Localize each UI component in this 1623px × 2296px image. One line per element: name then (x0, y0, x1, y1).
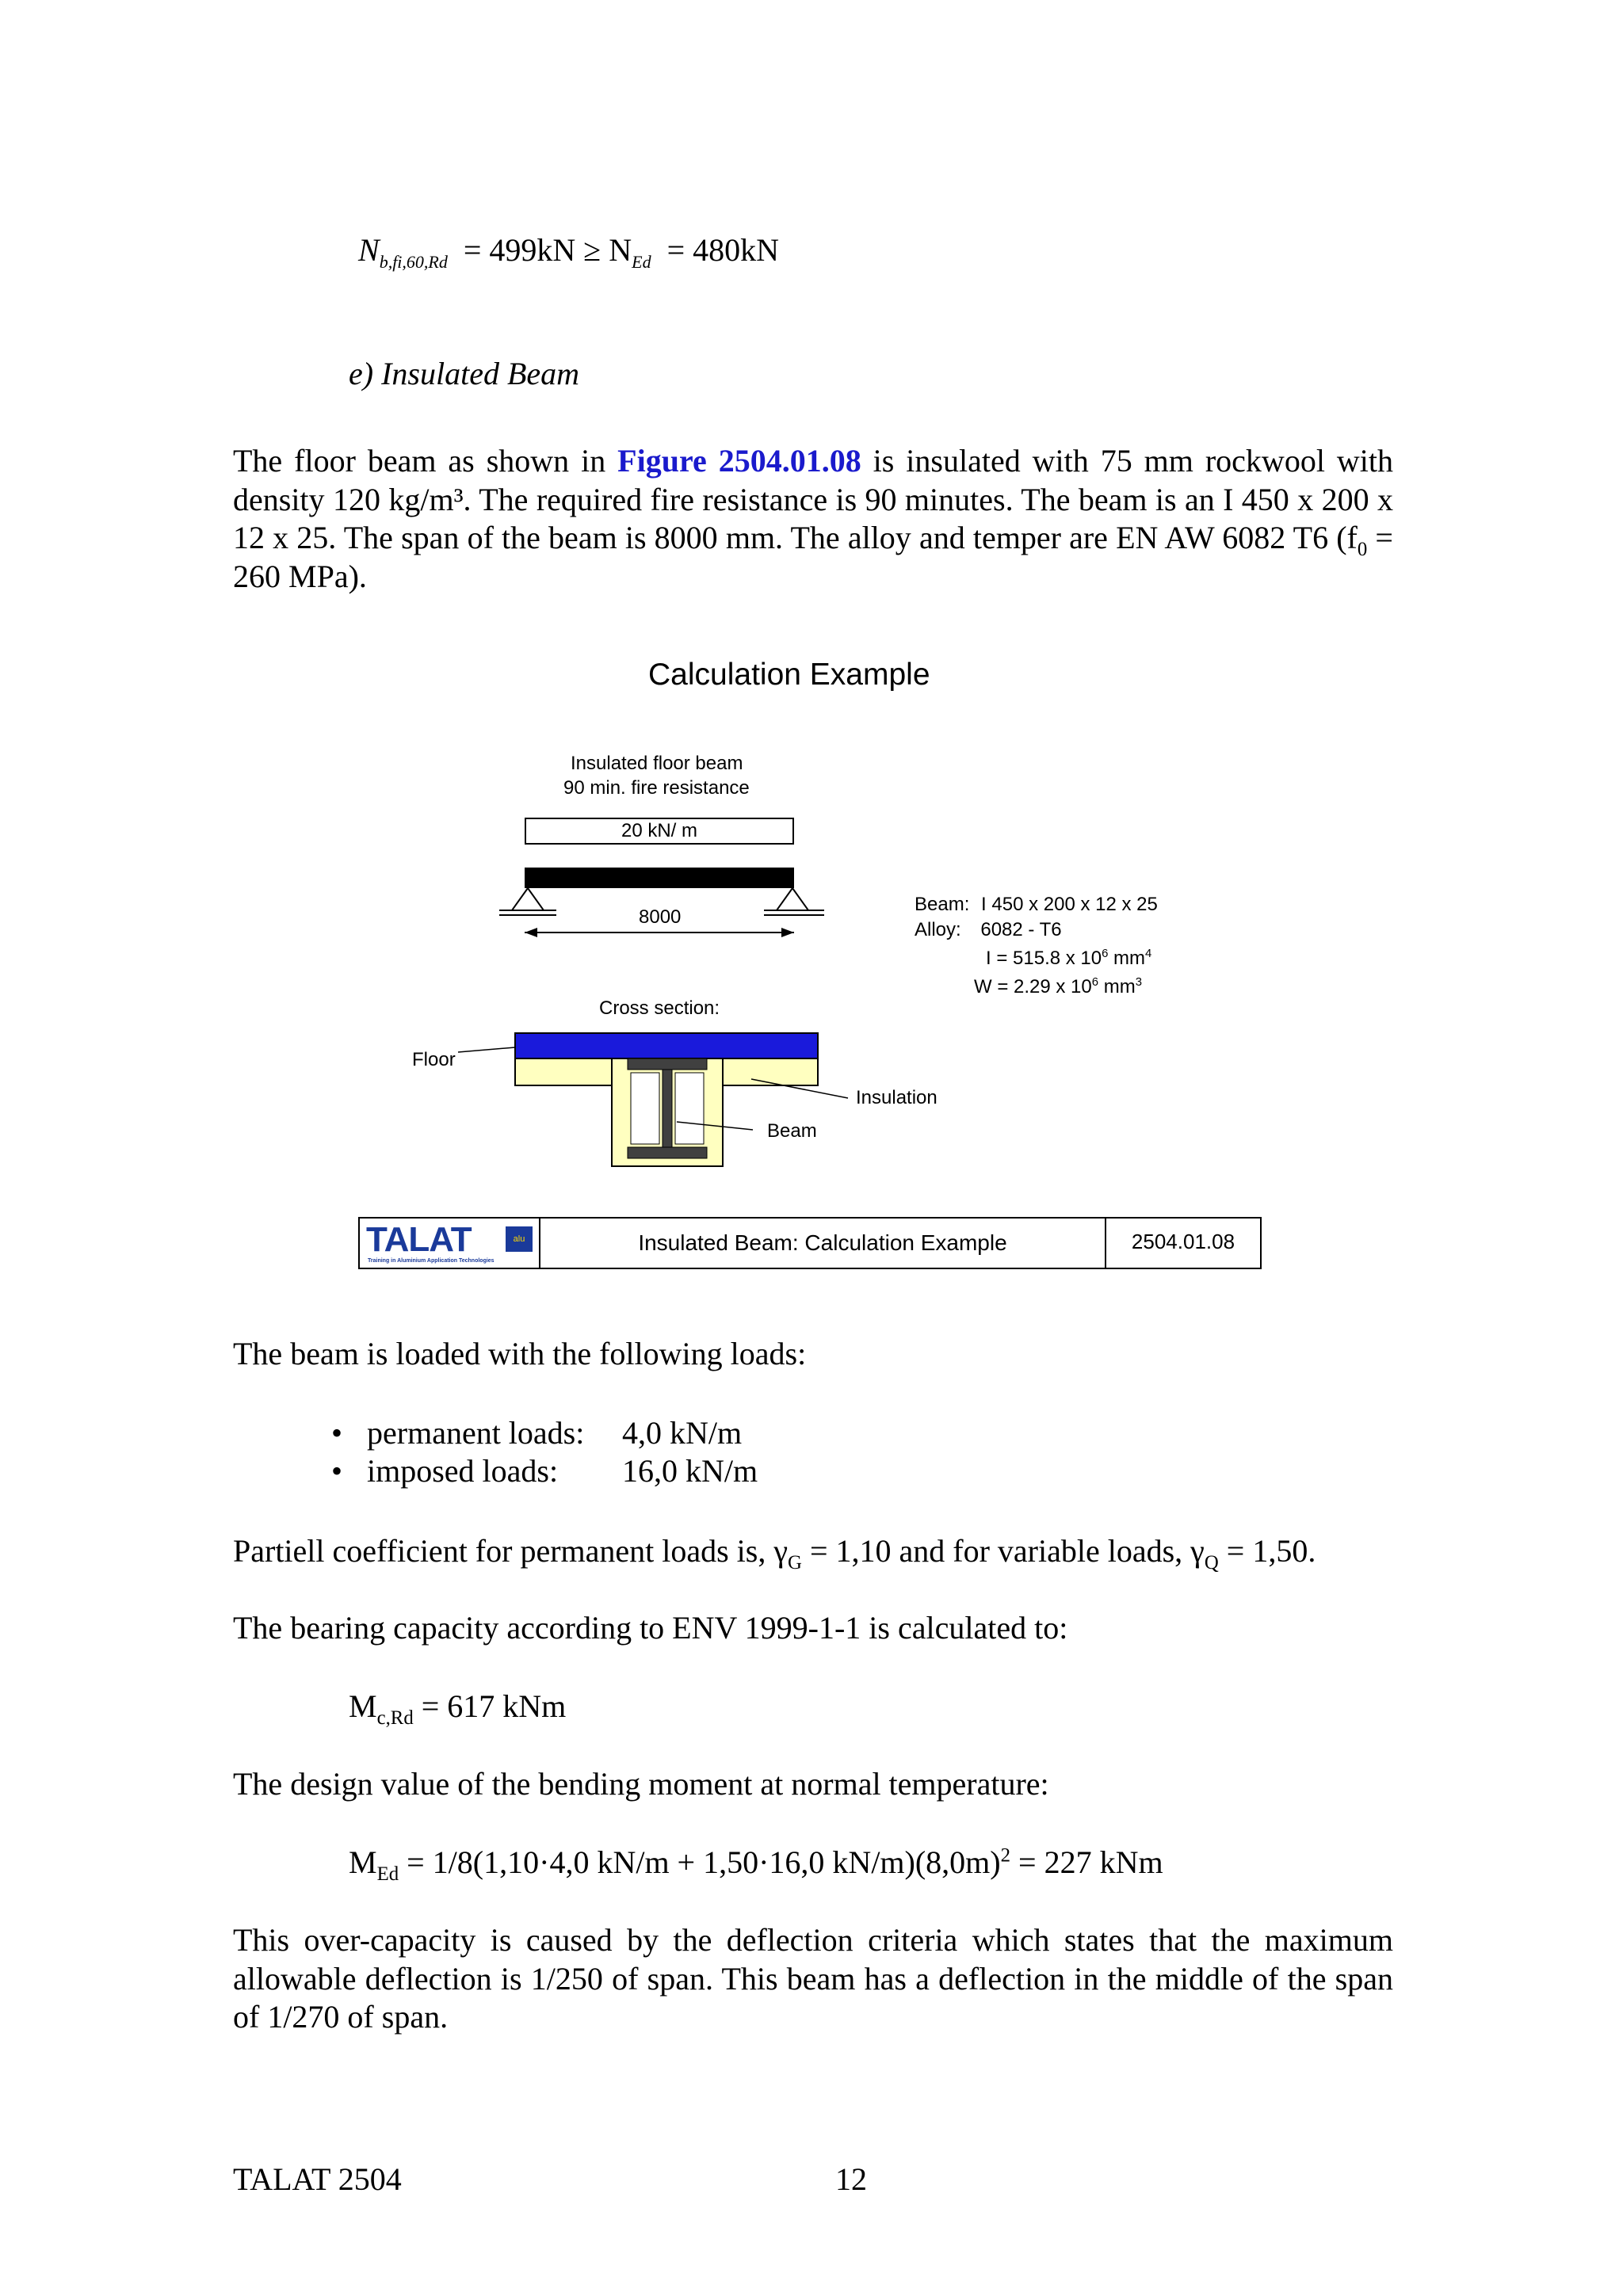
beam-property-value: I 450 x 200 x 12 x 25 (981, 894, 1158, 915)
design-text: The design value of the bending moment at normal temperature: (233, 1766, 1049, 1802)
gamma-q-sub: Q (1204, 1552, 1219, 1573)
load-value: 16,0 kN/m (622, 1453, 758, 1489)
span-label: 8000 (639, 906, 682, 928)
floor-slab (515, 1033, 818, 1058)
beam-property (915, 894, 1158, 916)
mcrd-sub: c,Rd (376, 1707, 414, 1729)
cross-section-label: Cross section: (599, 997, 720, 1019)
figure-caption-2: 90 min. fire resistance (563, 777, 750, 799)
med-sup: 2 (1000, 1844, 1011, 1867)
partial-post: = 1,50. (1218, 1533, 1316, 1569)
modulus-unit: mm (1098, 976, 1136, 997)
intro-paragraph (233, 442, 1393, 596)
med-equation (349, 1844, 1163, 1885)
med-expression: = 1/8(1,10·4,0 kN/m + 1,50·16,0 kN/m)(8,0m) (399, 1844, 1001, 1880)
partial-pre: Partiell coefficient for permanent loads is, γ (233, 1533, 789, 1569)
alloy-property-value: 6082 - T6 (980, 919, 1062, 940)
load-box (525, 818, 794, 845)
partial-mid: = 1,10 and for variable loads, γ (801, 1533, 1205, 1569)
talat-logo-subtitle: Training in Aluminium Application Technologies (368, 1258, 495, 1264)
beam-label: Beam (767, 1120, 817, 1142)
inertia-value: I = 515.8 x 10 (986, 948, 1102, 969)
med-symbol: M (349, 1844, 377, 1880)
eq-part-1: = 499kN ≥ N (463, 232, 632, 268)
beam-elevation (491, 860, 832, 951)
list-item (331, 1414, 758, 1452)
beam-web (663, 1070, 672, 1147)
inertia-unit: mm (1108, 948, 1146, 969)
left-support-icon (512, 888, 544, 910)
figure-footer-number: 2504.01.08 (1131, 1230, 1235, 1253)
page-number: 12 (835, 2161, 867, 2197)
top-equation (358, 231, 780, 272)
load-value: 4,0 kN/m (622, 1415, 743, 1451)
modulus-value: W = 2.29 x 10 (974, 976, 1092, 997)
floor-label: Floor (412, 1049, 456, 1070)
figure-link[interactable]: Figure 2504.01.08 (617, 443, 861, 479)
overcapacity-paragraph: This over-capacity is caused by the deflection criteria which states that the maximum allowable deflection is 1/250 of span. This beam has a deflection in the middle of the span of 1/270 of span. (233, 1922, 1393, 2035)
bearing-text: The bearing capacity according to ENV 1999-1-1 is calculated to: (233, 1610, 1068, 1646)
partial-coefficients (233, 1532, 1316, 1571)
med-result: = 227 kNm (1010, 1844, 1163, 1880)
eq-part-2: = 480kN (666, 232, 780, 268)
alloy-property (915, 919, 1062, 941)
figure-caption-1: Insulated floor beam (571, 753, 743, 774)
figure-footer-bar (358, 1217, 1262, 1269)
figure-footer-title: Insulated Beam: Calculation Example (540, 1219, 1106, 1268)
section-heading: e) Insulated Beam (349, 356, 580, 391)
intro-pre: The floor beam as shown in (233, 443, 618, 479)
eq-sub-2: Ed (632, 252, 651, 272)
inertia-property (986, 948, 1151, 970)
beam-bottom-flange (628, 1147, 707, 1158)
eq-sub-1: b,fi,60,Rd (379, 252, 448, 272)
list-item (331, 1452, 758, 1490)
intro-sub: 0 (1357, 539, 1368, 560)
modulus-unit-exp: 3 (1135, 976, 1142, 989)
talat-logo-text: TALAT (366, 1220, 472, 1259)
load-label: imposed loads: (367, 1453, 559, 1489)
modulus-exp: 6 (1091, 976, 1099, 989)
load-label: 20 kN/ m (621, 820, 698, 841)
load-label: permanent loads: (367, 1415, 585, 1451)
mcrd-equation (349, 1688, 567, 1729)
loads-list (331, 1414, 758, 1490)
intro-post2: = 260 MPa). (233, 520, 1393, 594)
modulus-property (974, 976, 1142, 998)
mcrd-value: = 617 kNm (413, 1688, 567, 1724)
gamma-g-sub: G (788, 1552, 802, 1573)
eq-symbol-N: N (358, 232, 380, 268)
alloy-property-label: Alloy: (915, 919, 961, 940)
right-support-icon (777, 888, 808, 910)
intro-post1: is insulated with 75 mm rockwool with density 120 kg/m³. The required fire resistance is 90 minutes. The beam is an I 450 x 200 x 12 x 25. The span of the beam is 8000 mm. The alloy and temper are EN AW 6082 T6 (f (233, 443, 1393, 555)
mcrd-symbol: M (349, 1688, 377, 1724)
loads-intro: The beam is loaded with the following loads: (233, 1336, 807, 1371)
beam-top-flange (628, 1058, 707, 1070)
bullet-icon: • (331, 1453, 343, 1489)
bullet-icon: • (331, 1415, 343, 1451)
med-sub: Ed (376, 1863, 399, 1885)
inertia-exp: 6 (1102, 948, 1109, 960)
insulation-label: Insulation (856, 1087, 938, 1108)
beam-bar (525, 868, 794, 888)
talat-logo (360, 1219, 540, 1268)
page-footer-left: TALAT 2504 (233, 2161, 402, 2197)
inertia-unit-exp: 4 (1145, 948, 1152, 960)
floor-leader (458, 1047, 515, 1052)
beam-property-label: Beam: (915, 894, 970, 915)
figure-title: Calculation Example (648, 658, 930, 692)
talat-logo-badge: alu (506, 1226, 533, 1252)
